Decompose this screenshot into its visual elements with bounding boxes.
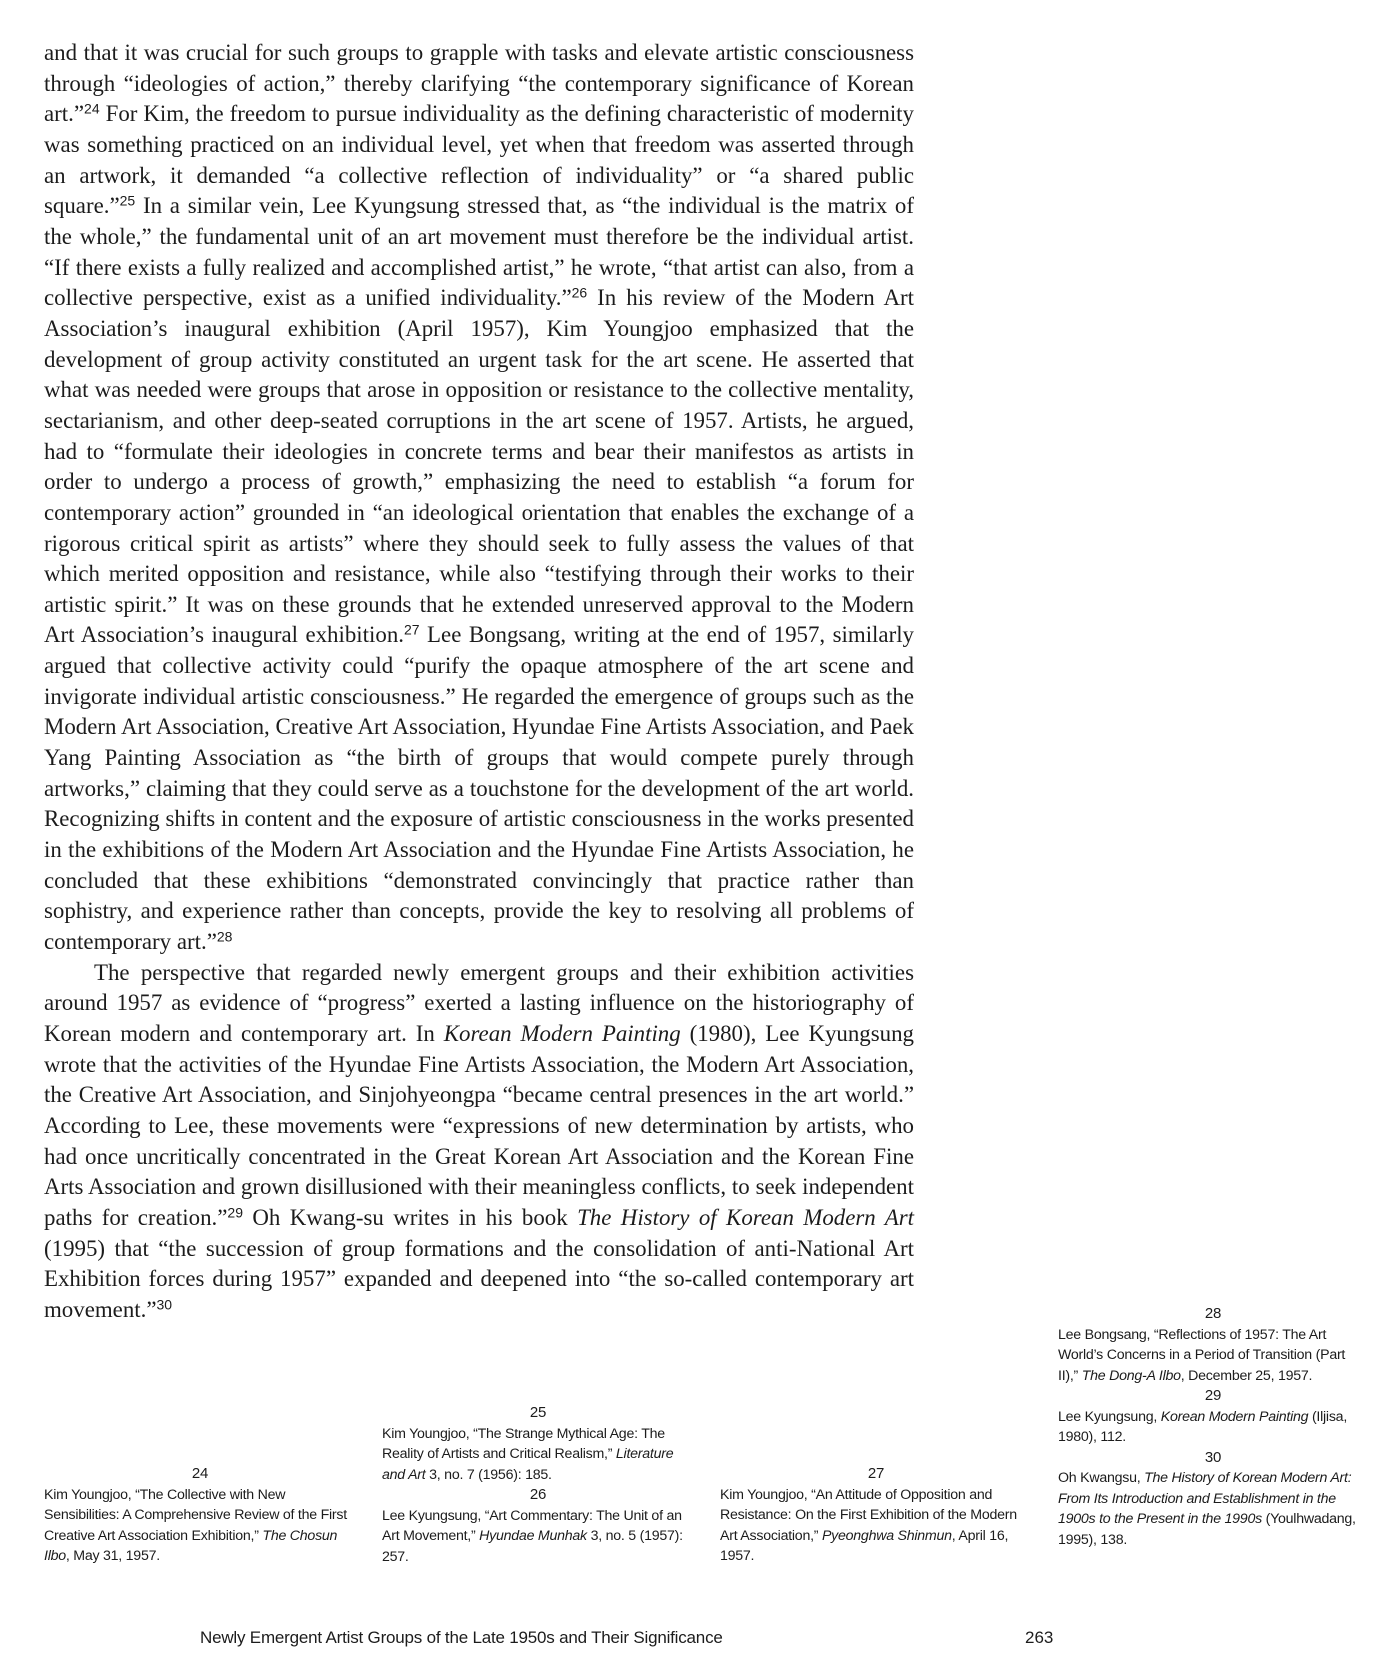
footnote-ref-30[interactable]: 30 — [156, 1296, 173, 1313]
text-run: and that it was crucial for such groups to grapple with tasks and elevate artistic consciousness through “ideologies of action,” thereby clarifying “the contemporary significance of Korean art.” — [44, 40, 914, 127]
text-run: For Kim, the freedom to pursue individuality as the defining characteristic of modernity was something practiced on an individual level, yet when that freedom was asserted through an artwork, it demanded “a collective reflection of individuality” or “a shared public square.” — [44, 101, 914, 219]
footnote-text: Lee Kyungsung, Korean Modern Painting (Iljisa, 1980), 112. — [1058, 1408, 1348, 1445]
footnote-29 — [1058, 1386, 1368, 1448]
footnote-text: Kim Youngjoo, “An Attitude of Opposition and Resistance: On the First Exhibition of the Modern Art Association,” Pyeonghwa Shinmun, April 16, 1957. — [720, 1486, 1017, 1564]
text-run: In his review of the Modern Art Association’s inaugural exhibition (April 1957), Kim Youngjoo emphasized that the development of group activity constituted an urgent task for the art scene. He asserted that what was needed were groups that arose in opposition or resistance to the collective mentality, sectarianism, and other deep-seated corruptions in the art scene of 1957. Artists, he argued, had to “formulate their ideologies in concrete terms and bear their manifestos as artists in order to undergo a process of growth,” emphasizing the need to establish “a forum for contemporary action” grounded in “an ideological orientation that enables the exchange of a rigorous critical spirit as artists” where they should seek to fully assess the values of that which merited opposition and resistance, while also “testifying through their works to their artistic spirit.” It was on these grounds that he extended unreserved approval to the Modern Art Association’s inaugural exhibition. — [44, 285, 914, 648]
book-title: Korean Modern Painting — [443, 1021, 681, 1046]
footnote-text: Kim Youngjoo, “The Collective with New Sensibilities: A Comprehensive Review of the First Creative Art Association Exhibition,” The Chosun Ilbo, May 31, 1957. — [44, 1486, 347, 1564]
footnote-number: 26 — [529, 1486, 547, 1503]
footnotes-column-1 — [44, 1464, 356, 1567]
footnote-text: Lee Bongsang, “Reflections of 1957: The Art World’s Concerns in a Period of Transition (Part II),” The Dong-A Ilbo, December 25, 1957. — [1058, 1326, 1346, 1384]
paragraph-2 — [44, 958, 914, 1326]
footnote-ref-27[interactable]: 27 — [404, 621, 420, 638]
footnote-24 — [44, 1464, 356, 1567]
footnote-ref-25[interactable]: 25 — [119, 192, 136, 209]
footnote-28 — [1058, 1304, 1368, 1386]
footnote-27 — [720, 1464, 1032, 1567]
footnote-number: 30 — [1204, 1448, 1222, 1466]
footnote-number: 27 — [867, 1465, 885, 1482]
book-title: The History of Korean Modern Art — [577, 1204, 914, 1230]
footnote-number: 25 — [529, 1404, 547, 1421]
text-run: Oh Kwang-su writes in his book — [242, 1204, 578, 1230]
footnote-text: Oh Kwangsu, The History of Korean Modern Art: From Its Introduction and Establishment in the 1900s to the Present in the 1990s (Youlhwadang, 1995), 138. — [1058, 1470, 1356, 1548]
text-run: The perspective that regarded newly emergent groups and their exhibition activities around 1957 as evidence of “progress” exerted a lasting influence on the historiography of Korean modern and contemporary art. In — [44, 959, 914, 1046]
footnote-25 — [382, 1403, 694, 1485]
text-run: In a similar vein, Lee Kyungsung stressed that, as “the individual is the matrix of the whole,” the fundamental unit of an art movement must therefore be the individual artist. “If there exists a fully realized and accomplished artist,” he wrote, “that artist can also, from a collective perspective, exist as a unified individuality.” — [44, 193, 914, 311]
footnotes-column-4 — [1058, 1304, 1368, 1550]
footnote-text: Kim Youngjoo, “The Strange Mythical Age: The Reality of Artists and Critical Realism,” Literature and Art 3, no. 7 (1956): 185. — [382, 1425, 674, 1483]
text-run: (1995) that “the succession of group formations and the consolidation of anti-National Art Exhibition forces during 1957” expanded and deepened into “the so-called contemporary art movement.” — [44, 1235, 914, 1322]
footnotes-column-2 — [382, 1403, 694, 1567]
footnote-30 — [1058, 1448, 1368, 1551]
footnote-number: 24 — [191, 1465, 209, 1482]
footnote-ref-26[interactable]: 26 — [571, 284, 588, 301]
footnotes-column-3 — [720, 1464, 1032, 1567]
footnote-26 — [382, 1485, 694, 1567]
footnote-text: Lee Kyungsung, “Art Commentary: The Unit of an Art Movement,” Hyundae Munhak 3, no. 5 (1957): 257. — [382, 1507, 683, 1565]
body-text — [44, 38, 914, 1326]
footnote-number: 29 — [1204, 1387, 1222, 1404]
footnote-number: 28 — [1204, 1305, 1222, 1322]
paragraph-1 — [44, 38, 914, 958]
footnote-ref-24[interactable]: 24 — [84, 100, 100, 117]
page-number: 263 — [1025, 1628, 1054, 1647]
text-run: (1980), Lee Kyungsung wrote that the activities of the Hyundae Fine Artists Association, the Modern Art Association, the Creative Art Association, and Sinjohyeongpa “became central presences in the art world.” According to Lee, these movements were “expressions of new determination by artists, who had once uncritically concentrated in the Great Korean Art Association and the Korean Fine Arts Association and grown disillusioned with their meaningless conflicts, to seek independent paths for creation.” — [44, 1021, 914, 1230]
text-run: Lee Bongsang, writing at the end of 1957, similarly argued that collective activity could “purify the opaque atmosphere of the art scene and invigorate individual artistic consciousness.” He regarded the emergence of groups such as the Modern Art Association, Creative Art Association, Hyundae Fine Artists Association, and Paek Yang Painting Association as “the birth of groups that would compete purely through artworks,” claiming that they could serve as a touchstone for the development of the art world. Recognizing shifts in content and the exposure of artistic consciousness in the works presented in the exhibitions of the Modern Art Association and the Hyundae Fine Artists Association, he concluded that these exhibitions “demonstrated convincingly that practice rather than sophistry, and experience rather than concepts, provide the key to resolving all problems of contemporary art.” — [44, 622, 914, 955]
footnote-ref-29[interactable]: 29 — [227, 1204, 243, 1221]
footnote-ref-28[interactable]: 28 — [216, 928, 233, 945]
running-title: Newly Emergent Artist Groups of the Late 1950s and Their Significance — [200, 1628, 723, 1647]
